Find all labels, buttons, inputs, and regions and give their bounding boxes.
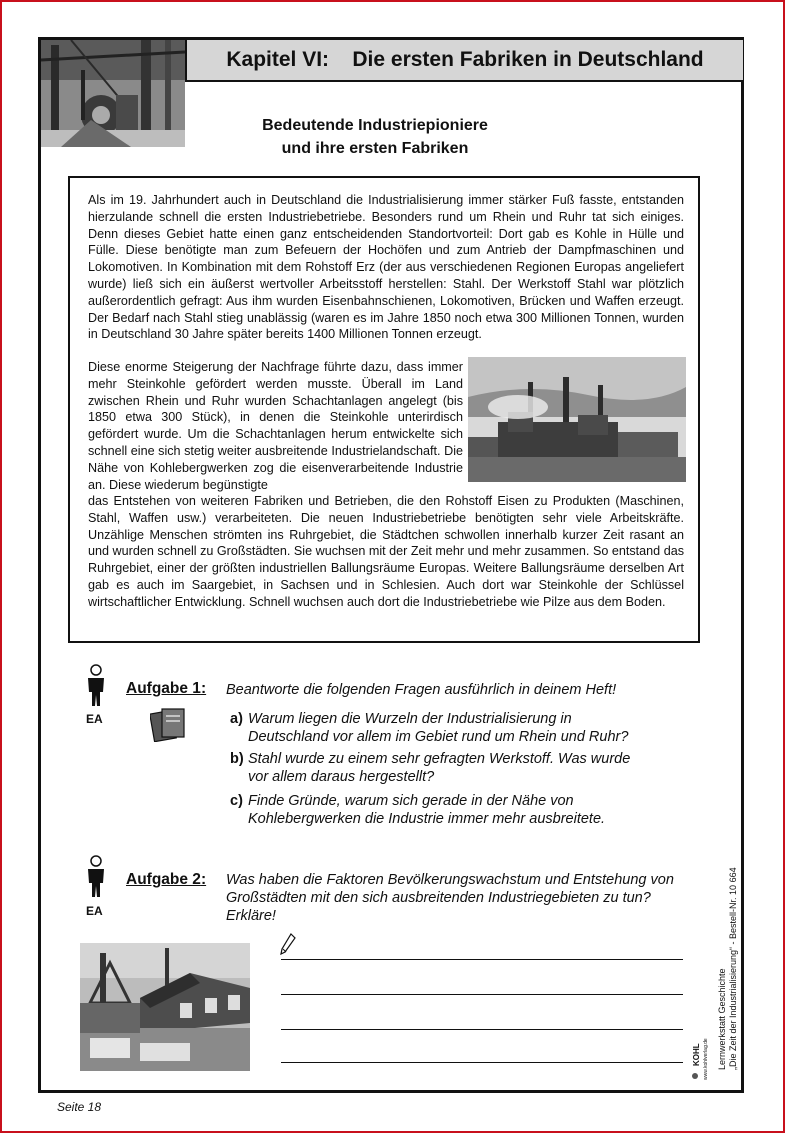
svg-text:KOHL: KOHL bbox=[692, 1043, 701, 1066]
coal-mine-settlement-photo bbox=[80, 943, 250, 1071]
task1-question-c bbox=[230, 792, 650, 828]
answer-line[interactable] bbox=[281, 1062, 683, 1063]
reading-paragraph-2: Diese enorme Steigerung der Nachfrage führte dazu, dass immer mehr Steinkohle gefördert werden musste. Überall im Land zwischen Rhein und Ruhr wurden Schachtanlagen angelegt (bis 1850 etwa 300 Stück), in denen die Steinkohle unterirdisch gefördert wurde. Um die Schachtanlagen herum entwickelte sich schnell eine sich stetig weiter ausbreitende Industrielandschaft. Die Nähe von Kohlebergwerken zog die eisenverarbeitende Industrie an. Diese wiederum begünstigte bbox=[88, 360, 463, 492]
task1-label bbox=[126, 680, 206, 698]
side-text-line-2: „Die Zeit der Industrialisierung“ - Bestell-Nr. 10 664 bbox=[728, 867, 738, 1070]
question-b-letter: b) bbox=[230, 751, 244, 767]
task1-question-a bbox=[230, 710, 650, 746]
subtitle-line-1: Bedeutende Industriepioniere bbox=[262, 117, 488, 134]
student-figure-icon bbox=[86, 664, 106, 713]
question-c-text: Finde Gründe, warum sich gerade in der Nähe von Kohlebergwerken die Industrie immer mehr ausbreitete. bbox=[248, 793, 606, 827]
chapter-title bbox=[187, 40, 743, 80]
student-figure-icon bbox=[86, 855, 106, 904]
reading-paragraph-1: Als im 19. Jahrhundert auch in Deutschland die Industrialisierung immer stärker Fuß fasste, entstanden hierzulande schnell die ersten Industriebetriebe. Besonders rund um Rhein und Ruhr tat sich einiges. Denn dieses Gebiet hatte einen ganz entscheidenden Standortvorteil: Dort gab es Kohle in Hülle und Fülle. Diese benötigte man zum Befeuern der Hochöfen und zum Antrieb der Dampfmaschinen und Lokomotiven. In Kombination mit dem Rohstoff Erz (der aus verschiedenen Regionen Europas angeliefert wurde) ließ sich ein äußerst wertvoller Arbeitsstoff herstellen: Stahl. Der Werkstoff Stahl war plötzlich außerordentlich gefragt: Aus ihm wurden Eisenbahnschienen, Lokomotiven, Brücken und Waffen erzeugt. Der Bedarf nach Stahl stieg unablässig (waren es im Jahre 1850 noch etwa 300 Millionen Tonnen, wurden in Deutschland 30 Jahre später bereits 1400 Millionen Tonnen erzeugt. bbox=[88, 193, 684, 342]
industrial-landscape-photo bbox=[468, 357, 686, 482]
task1-prompt: Beantworte die folgenden Fragen ausführlich in deinem Heft! bbox=[226, 682, 617, 698]
chapter-number: Kapitel VI: bbox=[226, 48, 330, 71]
books-icon bbox=[150, 706, 190, 747]
task1-label-text: Aufgabe 1 bbox=[126, 680, 201, 697]
task1-question-b bbox=[230, 750, 650, 786]
task2-colon: : bbox=[200, 871, 207, 888]
task2-label bbox=[126, 871, 206, 889]
factory-interior-illustration bbox=[41, 40, 185, 147]
task2-label-text: Aufgabe 2 bbox=[126, 871, 201, 888]
ea-label: EA bbox=[86, 904, 103, 918]
ea-label: EA bbox=[86, 712, 103, 726]
chapter-header bbox=[185, 40, 743, 82]
question-a-letter: a) bbox=[230, 711, 243, 727]
reading-paragraph-3: das Entstehen von weiteren Fabriken und Betrieben, die den Rohstoff Eisen zu Produkten (Maschinen, Stahl, Waffen usw.) verarbeiteten. Die neuen Industriebetriebe benötigten sehr viele Arbeitskräfte. Unzählige Menschen strömten ins Ruhrgebiet, die Städtchen schwollen innerhalb kurzer Zeit rasant an und wurden schnell zu Großstädten. Sie wuchsen mit der Zeit mehr und mehr zusammen. So entstand das Ruhrgebiet, einer der größten industriellen Ballungsräume Europas. Weitere Ballungsräume derselben Art gab es auch im Saargebiet, in Sachsen und in Schlesien. Auch dort war Steinkohle der Schlüssel wirtschaftlicher Entwicklung. Schnell wuchsen auch dort die Industriebetriebe wie Pilze aus dem Boden. bbox=[88, 494, 684, 609]
answer-line[interactable] bbox=[281, 1029, 683, 1030]
page-number: Seite 18 bbox=[57, 1100, 102, 1114]
task1-colon: : bbox=[200, 680, 207, 697]
publisher-side-text bbox=[717, 740, 738, 1070]
pencil-icon bbox=[280, 933, 296, 960]
subtitle-line-2: und ihre ersten Fabriken bbox=[281, 140, 469, 157]
task2-prompt: Was haben die Faktoren Bevölkerungswachstum und Entstehung von Großstädten mit den sich ausbreitenden Industriegebieten zu tun? Erkläre! bbox=[226, 872, 674, 924]
question-a-text: Warum liegen die Wurzeln der Industrialisierung in Deutschland vor allem im Gebiet rund um Rhein und Ruhr? bbox=[248, 711, 629, 745]
answer-line[interactable] bbox=[281, 994, 683, 995]
chapter-name: Die ersten Fabriken in Deutschland bbox=[352, 48, 704, 71]
kohl-logo bbox=[690, 1030, 712, 1084]
section-subtitle bbox=[200, 114, 550, 160]
answer-line[interactable] bbox=[281, 959, 683, 960]
question-c-letter: c) bbox=[230, 793, 243, 809]
side-text-line-1: Lernwerkstatt Geschichte bbox=[717, 968, 727, 1070]
question-b-text: Stahl wurde zu einem sehr gefragten Werkstoff. Was wurde vor allem daraus hergestellt? bbox=[248, 751, 631, 785]
svg-text:www.kohlverlag.de: www.kohlverlag.de bbox=[703, 1038, 709, 1080]
